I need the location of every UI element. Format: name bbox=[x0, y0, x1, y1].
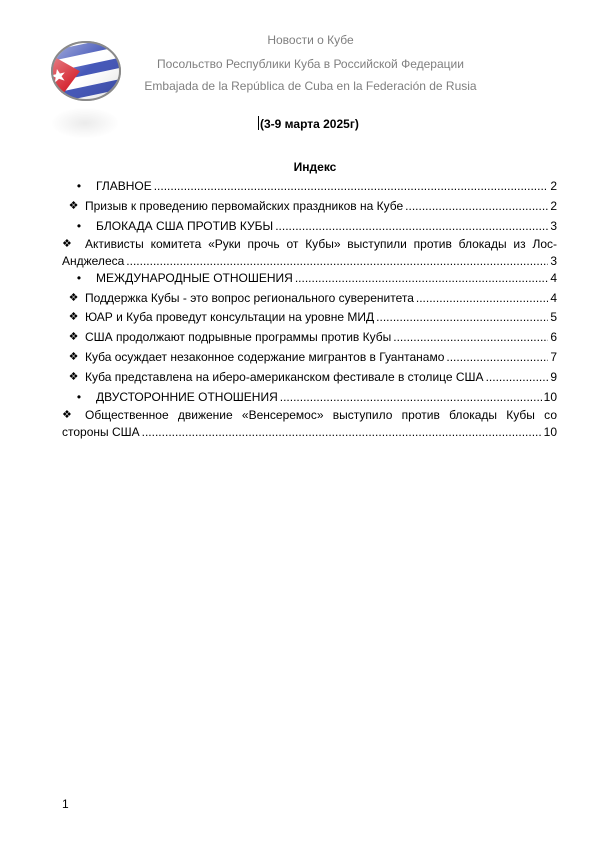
toc-entry[interactable] bbox=[62, 271, 557, 291]
toc-entry-text: БЛОКАДА США ПРОТИВ КУБЫ bbox=[96, 219, 274, 233]
dot-leader bbox=[126, 254, 548, 268]
dot-leader bbox=[142, 425, 542, 439]
toc-entry[interactable] bbox=[62, 350, 557, 370]
toc-page-number: 10 bbox=[543, 425, 557, 439]
four-diamond-icon: ❖ bbox=[62, 409, 72, 421]
toc-entry-text-line1: Активисты комитета «Руки прочь от Кубы» выступили против блокады из Лос- bbox=[85, 237, 557, 251]
toc-entry[interactable] bbox=[62, 219, 557, 239]
toc-entry[interactable] bbox=[62, 310, 557, 330]
four-diamond-icon: ❖ bbox=[68, 351, 79, 363]
dot-leader bbox=[376, 310, 548, 324]
toc-entry[interactable] bbox=[62, 237, 557, 271]
bullet-dot-icon: • bbox=[76, 390, 82, 404]
date-range-text: (3-9 марта 2025г) bbox=[260, 117, 359, 131]
dot-leader bbox=[393, 330, 548, 344]
toc-entry[interactable] bbox=[62, 330, 557, 350]
page-number: 1 bbox=[62, 797, 69, 811]
toc-entry[interactable] bbox=[62, 291, 557, 311]
toc-entry-text-line2: стороны США bbox=[62, 425, 140, 439]
toc-title: Индекс bbox=[293, 160, 337, 174]
four-diamond-icon: ❖ bbox=[68, 331, 79, 343]
toc-entry-text: ГЛАВНОЕ bbox=[96, 179, 152, 193]
toc-entry-text: Призыв к проведению первомайских праздников на Кубе bbox=[85, 199, 404, 213]
four-diamond-icon: ❖ bbox=[68, 292, 79, 304]
toc-entry-text-line2: Анджелеса bbox=[62, 254, 125, 268]
bullet-dot-icon: • bbox=[76, 271, 82, 285]
toc-page-number: 4 bbox=[550, 271, 557, 285]
toc-entry-text: Куба представлена на иберо-американском фестивале в столице США bbox=[85, 370, 484, 384]
dot-leader bbox=[446, 350, 548, 364]
toc-page-number: 7 bbox=[550, 350, 557, 364]
four-diamond-icon: ❖ bbox=[68, 200, 79, 212]
toc-entry-text: США продолжают подрывные программы против Кубы bbox=[85, 330, 392, 344]
toc-page-number: 4 bbox=[550, 291, 557, 305]
four-diamond-icon: ❖ bbox=[68, 311, 79, 323]
toc-entry-text: МЕЖДУНАРОДНЫЕ ОТНОШЕНИЯ bbox=[96, 271, 293, 285]
toc-entry[interactable] bbox=[62, 370, 557, 390]
dot-leader bbox=[275, 219, 548, 233]
toc-page-number: 6 bbox=[550, 330, 557, 344]
toc-entry[interactable] bbox=[62, 199, 557, 219]
text-cursor bbox=[258, 116, 259, 130]
logo-reflection bbox=[52, 108, 118, 138]
dot-leader bbox=[295, 271, 548, 285]
toc-entry[interactable] bbox=[62, 390, 557, 410]
toc-page-number: 3 bbox=[550, 219, 557, 233]
header-title: Новости о Кубе bbox=[267, 33, 354, 47]
four-diamond-icon: ❖ bbox=[68, 371, 79, 383]
date-range bbox=[258, 116, 359, 131]
toc-entry[interactable] bbox=[62, 179, 557, 199]
toc-entry-text: Поддержка Кубы - это вопрос регионального суверенитета bbox=[85, 291, 414, 305]
toc-page-number: 3 bbox=[550, 254, 557, 268]
dot-leader bbox=[405, 199, 548, 213]
four-diamond-icon: ❖ bbox=[62, 238, 72, 250]
toc-page-number: 10 bbox=[543, 390, 557, 404]
dot-leader bbox=[280, 390, 542, 404]
header-embassy-es: Embajada de la República de Cuba en la Federación de Rusia bbox=[144, 79, 477, 93]
toc-page-number: 9 bbox=[550, 370, 557, 384]
toc-page-number: 5 bbox=[550, 310, 557, 324]
dot-leader bbox=[154, 179, 549, 193]
dot-leader bbox=[416, 291, 548, 305]
toc-entry-text: ЮАР и Куба проведут консультации на уровне МИД bbox=[85, 310, 375, 324]
bullet-dot-icon: • bbox=[76, 179, 82, 193]
toc-page-number: 2 bbox=[550, 179, 557, 193]
toc-entry-text: ДВУСТОРОННИЕ ОТНОШЕНИЯ bbox=[96, 390, 278, 404]
toc-entry-text-line1: Общественное движение «Венсеремос» выступило против блокады Кубы со bbox=[85, 408, 557, 422]
toc-entry-text: Куба осуждает незаконное содержание мигрантов в Гуантанамо bbox=[85, 350, 445, 364]
toc-entry[interactable] bbox=[62, 408, 557, 442]
header-embassy-ru: Посольство Республики Куба в Российской Федерации bbox=[157, 57, 464, 71]
dot-leader bbox=[486, 370, 549, 384]
bullet-dot-icon: • bbox=[76, 219, 82, 233]
toc-page-number: 2 bbox=[550, 199, 557, 213]
